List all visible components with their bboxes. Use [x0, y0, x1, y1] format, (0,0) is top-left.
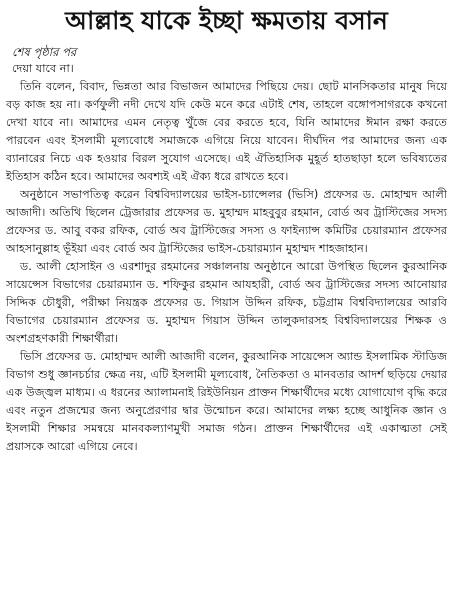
article-body [6, 60, 447, 456]
paragraph-1: দেয়া যাবে না। [12, 62, 74, 75]
paragraph-2: তিনি বলেন, বিবাদ, ভিন্নতা আর বিভাজন আমাদের পিছিয়ে দেয়। ছোট মানসিকতার মানুষ দিয়ে বড় কাজ হয় না। কর্ণফুলী নদী দেখে যদি কেউ মনে করে এটাই শেষ, তাহলে বঙ্গোপসাগরকে কখনো দেখা যাবে না। আমাদের এমন নেতৃত্ব খুঁজে বের করতে হবে, যিনি আমাদের ঈমান রক্ষা করতে পারবেন এবং ইসলামী মূল্যবোধে সমাজকে এগিয়ে নিয়ে যাবেন। দীর্ঘদিন পর আমাদের জন্য এক ব্যানারের নিচে এক হওয়ার বিরল সুযোগ এসেছে। এই ঐতিহাসিক মুহূর্ত হাতছাড়া হলে ভবিষ্যতের ইতিহাস কঠিন হবে। আমাদের অবশ্যই এই ঐক্য ধরে রাখতে হবে। [6, 80, 447, 183]
paragraph-5: ভিসি প্রফেসর ড. মোহাম্মদ আলী আজাদী বলেন, কুরআনিক সায়েন্সেস অ্যান্ড ইসলামিক স্টাডিজ বিভাগ শুধু জ্ঞানচর্চার ক্ষেত্র নয়, এটি ইসলামী মূল্যবোধ, নৈতিকতা ও মানবতার আদর্শ ছড়িয়ে দেয়ার এক উজ্জ্বল মাধ্যম। এ ধরনের অ্যালামনাই রিইউনিয়ন প্রাক্তন শিক্ষার্থীদের মধ্যে যোগাযোগ বৃদ্ধি করে এবং নতুন প্রজন্মের জন্য অনুপ্রেরণার দ্বার উন্মোচন করে। আমাদের লক্ষ্য হচ্ছে আধুনিক জ্ঞান ও ইসলামী শিক্ষার সমন্বয়ে মানবকল্যাণমুখী সমাজ গঠন। প্রাক্তন শিক্ষার্থীদের এই একাত্মতা সেই প্রয়াসকে আরো এগিয়ে নেবে। [6, 350, 447, 453]
paragraph-4: ড. আলী হোসাইন ও এরশাদুর রহমানের সঞ্চালনায় অনুষ্ঠানে আরো উপস্থিত ছিলেন কুরআনিক সায়েন্সেস বিভাগের চেয়ারম্যান ড. শফিকুর রহমান আযহারী, বোর্ড অব ট্রাস্টিজের সদস্য আনোয়ার সিদ্দিক চৌধুরী, পরীক্ষা নিয়ন্ত্রক প্রফেসর ড. গিয়াস উদ্দিন রফিক, চট্টগ্রাম বিশ্ববিদ্যালয়ের আরবি বিভাগের চেয়ারম্যান প্রফেসর ড. মুহাম্মদ গিয়াস উদ্দিন তালুকদারসহ বিশ্ববিদ্যালয়ের শিক্ষক ও অংশগ্রহণকারী শিক্ষার্থীরা। [6, 260, 447, 345]
continued-from-label: শেষ পৃষ্ঠার পর [12, 45, 77, 59]
news-article [6, 4, 447, 456]
article-headline: আল্লাহ যাকে ইচ্ছা ক্ষমতায় বসান [65, 6, 388, 35]
paragraph-3: অনুষ্ঠানে সভাপতিত্ব করেন বিশ্ববিদ্যালয়ের ভাইস-চ্যান্সেলর (ভিসি) প্রফেসর ড. মোহাম্মদ আলী আজাদী। অতিথি ছিলেন ট্রেজারার প্রফেসর ড. মুহাম্মদ মাহবুবুর রহমান, বোর্ড অব ট্রাস্টিজের সদস্য প্রফেসর ড. আবু বকর রফিক, বোর্ড অব ট্রাস্টিজের সদস্য ও ফাইন্যান্স কমিটির চেয়ারম্যান প্রফেসর আহসানুল্লাহ ভূঁইয়া এবং বোর্ড অব ট্রাস্টিজের ভাইস-চেয়ারম্যান মুহাম্মদ শাহজাহান। [6, 188, 447, 255]
